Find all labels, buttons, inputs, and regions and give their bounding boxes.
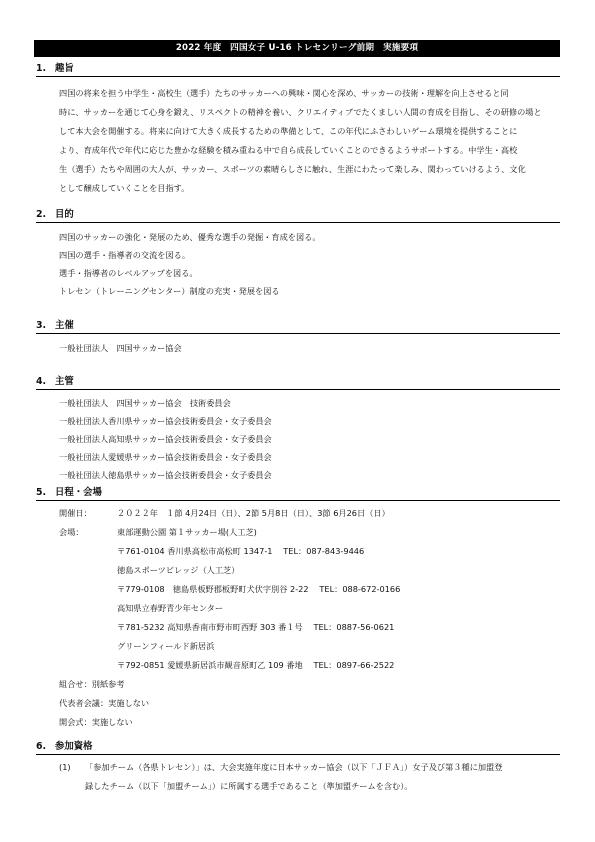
list-item: 一般社団法人香川県サッカー協会技術委員会・女子委員会 — [59, 416, 272, 426]
list-item: 選手・指導者のレベルアップを図る。 — [59, 268, 198, 278]
section-title: 日程・会場 — [55, 487, 102, 498]
meeting-note: 代表者会議：実施しない — [59, 698, 150, 708]
section-heading — [36, 63, 560, 77]
venue-row — [59, 523, 560, 542]
purpose-paragraph — [59, 84, 560, 198]
paragraph-line: として醸成していくことを目指す。 — [59, 183, 190, 193]
section-purpose — [36, 63, 560, 198]
paragraph-line: 時に、サッカーを通じて心身を鍛え、リスペクトの精神を養い、クリエイティブでたくましい人間の育成を目指し、その研修の場と — [59, 107, 542, 117]
section-objective — [36, 209, 560, 300]
list-item: 一般社団法人 四国サッカー協会 技術委員会 — [59, 398, 231, 408]
eligibility-list — [59, 758, 560, 796]
paragraph-line: して本大会を開催する。将来に向けて大きく成長するための準備として、この年代にふさわしいゲーム環境を提供することに — [59, 126, 518, 136]
list-item: 一般社団法人高知県サッカー協会技術委員会・女子委員会 — [59, 434, 272, 444]
section-schedule-venue — [36, 487, 560, 732]
venue-name: グリーンフィールド新居浜 — [117, 641, 215, 651]
list-item: 一般社団法人徳島県サッカー協会技術委員会・女子委員会 — [59, 470, 272, 480]
list-item: 四国の選手・指導者の交流を図る。 — [59, 250, 191, 260]
list-item: 一般社団法人愛媛県サッカー協会技術委員会・女子委員会 — [59, 452, 272, 462]
paragraph-line: 四国の将来を担う中学生・高校生（選手）たちのサッカーへの興味・関心を深め、サッカーの技術・理解を向上させると同 — [59, 88, 509, 98]
venue-address: 〒781-5232 高知県香南市野市町西野 303 番１号 TEL：0887-56-0621 — [117, 622, 395, 632]
section-number: 3. — [36, 320, 47, 331]
venue-address: 〒779-0108 徳島県板野郡板野町犬伏字別谷 2-22 TEL：088-672-0166 — [117, 584, 401, 594]
date-row — [59, 504, 560, 523]
date-value: ２０２２年 １節 4月24日（日）、2節 5月8日（日）、3節 6月26日（日） — [117, 508, 390, 518]
section-title: 主管 — [55, 376, 74, 387]
organizer-list — [59, 339, 560, 357]
list-item: 一般社団法人 四国サッカー協会 — [59, 343, 182, 353]
item-marker: (1) — [59, 762, 71, 772]
document-title: 2022 年度 四国女子 U-16 トレセンリーグ前期 実施要項 — [34, 40, 560, 57]
section-number: 4. — [36, 376, 47, 387]
ceremony-note: 開会式：実施しない — [59, 717, 133, 727]
paragraph-line: より、育成年代で年代に応じた豊かな経験を積み重ねる中で自ら成長していくことのできるようサポートする。中学生・高校 — [59, 145, 518, 155]
section-title: 主催 — [55, 320, 74, 331]
venue-name: 徳島スポーツビレッジ（人工芝） — [117, 565, 240, 575]
venue-label: 会場： — [59, 527, 84, 537]
management-list — [59, 394, 560, 484]
section-title: 目的 — [55, 209, 74, 220]
venue-address: 〒761-0104 香川県高松市高松町 1347-1 TEL：087-843-9446 — [117, 546, 365, 556]
paragraph-line: 生（選手）たちや周囲の大人が、サッカー、スポーツの素晴らしさに触れ、生涯にわたって楽しみ、関わっていけるよう、文化 — [59, 164, 526, 174]
date-label: 開催日： — [59, 508, 92, 518]
schedule-block — [59, 504, 560, 732]
section-heading — [36, 741, 560, 755]
venue-address: 〒792-0851 愛媛県新居浜市観音原町乙 109 番地 TEL：0897-66-2522 — [117, 660, 395, 670]
section-eligibility — [36, 741, 560, 796]
section-number: 6. — [36, 741, 47, 752]
section-number: 2. — [36, 209, 47, 220]
section-heading — [36, 487, 560, 501]
section-management — [36, 376, 560, 484]
section-number: 5. — [36, 487, 47, 498]
section-heading — [36, 209, 560, 223]
section-title: 参加資格 — [55, 741, 93, 752]
venue-name: 東部運動公園 第１サッカー場(人工芝) — [117, 527, 257, 537]
section-heading — [36, 320, 560, 334]
venue-name: 高知県立春野青少年センター — [117, 603, 224, 613]
pairing-note: 組合せ：別紙参考 — [59, 679, 125, 689]
list-item — [59, 758, 560, 796]
section-organizer — [36, 320, 560, 357]
list-item: トレセン（トレーニングセンター）制度の充実・発展を図る — [59, 286, 280, 296]
list-item: 四国のサッカーの強化・発展のため、優秀な選手の発掘・育成を図る。 — [59, 232, 321, 242]
item-line: 「参加チーム（各県トレセン）」は、大会実施年度に日本サッカー協会（以下「ＪＦＡ」）女子及び第３種に加盟登 — [85, 762, 503, 772]
section-heading — [36, 376, 560, 390]
section-title: 趣旨 — [55, 63, 74, 74]
section-number: 1. — [36, 63, 47, 74]
objective-list — [59, 228, 560, 300]
item-line: 録したチーム（以下「加盟チーム」）に所属する選手であること（準加盟チームを含む）。 — [85, 781, 413, 791]
